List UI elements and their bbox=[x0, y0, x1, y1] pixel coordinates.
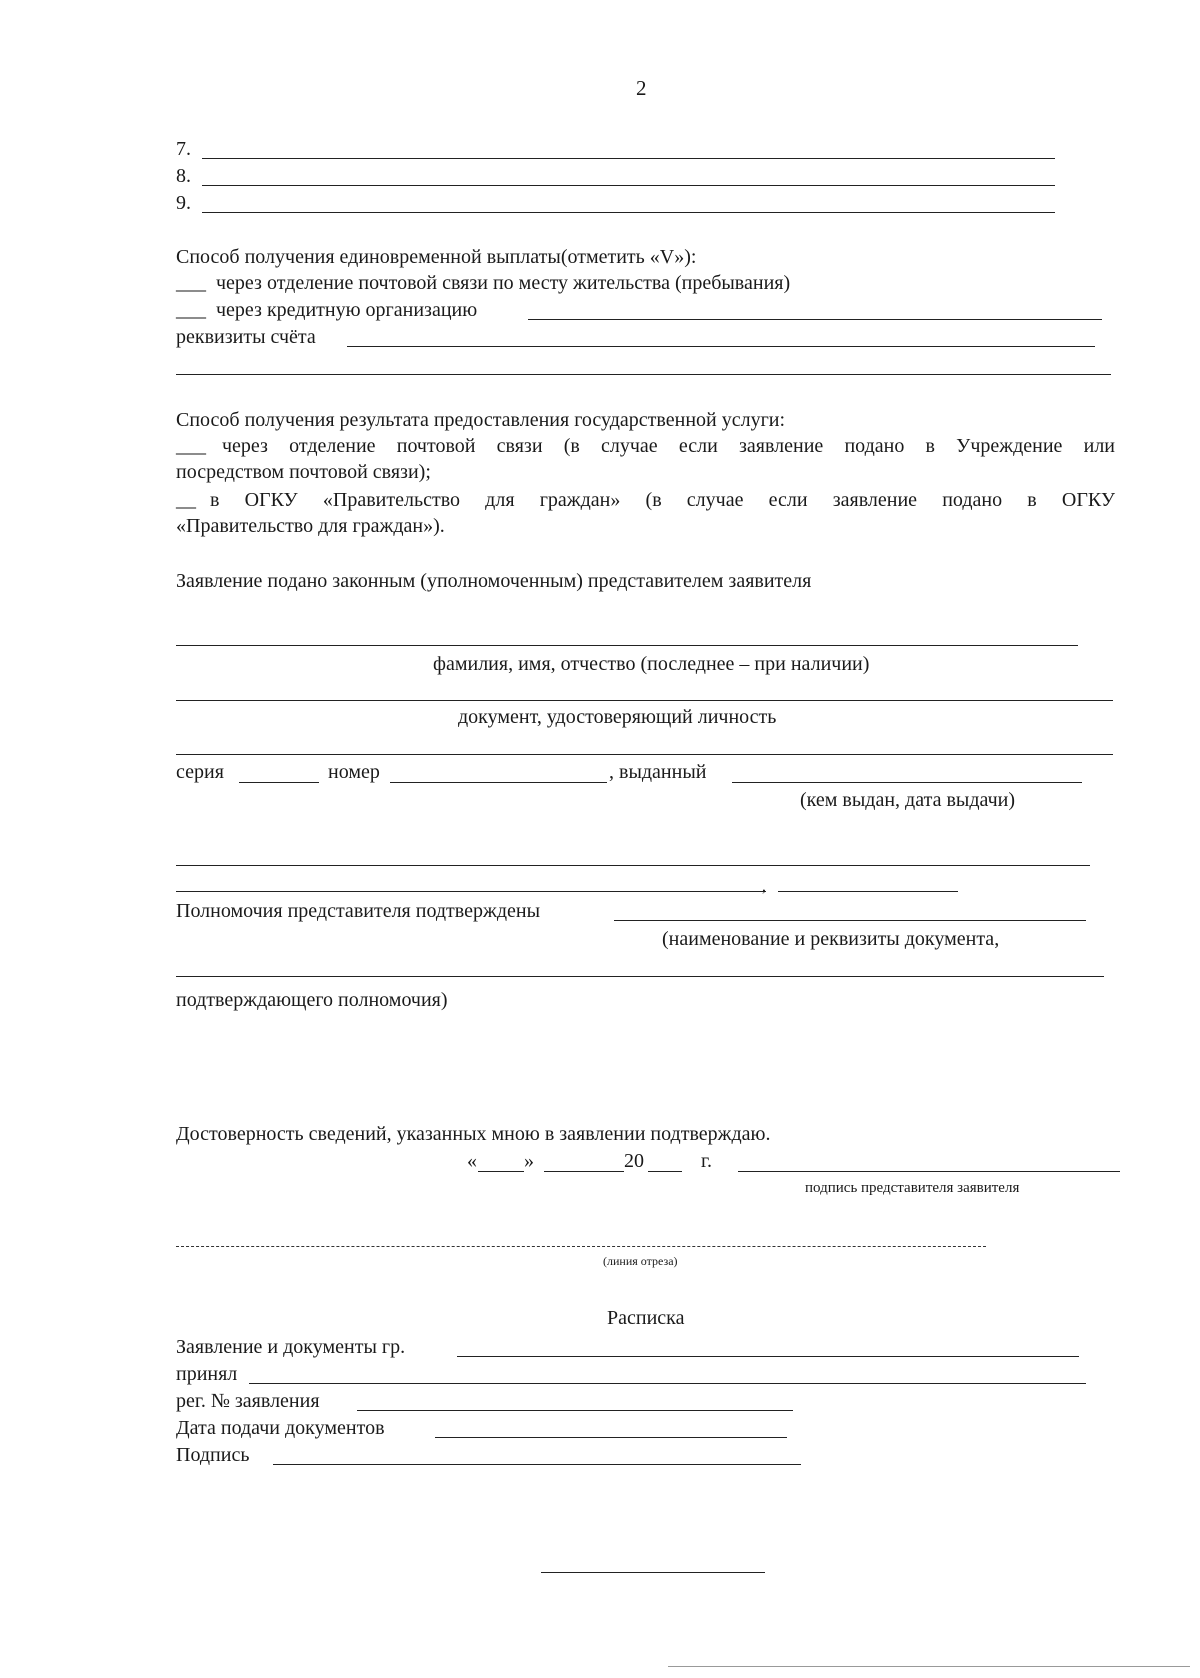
identity-document-field[interactable] bbox=[176, 700, 1113, 701]
payment-option-bank: через кредитную организацию bbox=[216, 299, 478, 321]
date-year-suffix: г. bbox=[701, 1150, 712, 1172]
result-option2-line2: «Правительство для граждан»). bbox=[176, 515, 445, 537]
representative-signature-field[interactable] bbox=[738, 1171, 1120, 1172]
footer-scan-line bbox=[668, 1666, 1190, 1667]
receipt-reg-field[interactable] bbox=[357, 1410, 793, 1411]
comma-mark: , bbox=[762, 878, 766, 895]
issued-label: , выданный bbox=[609, 761, 707, 783]
identity-document-field-continued[interactable] bbox=[176, 754, 1113, 755]
number-label: номер bbox=[328, 761, 380, 783]
powers-caption-1: (наименование и реквизиты документа, bbox=[662, 928, 1000, 950]
representative-intro: Заявление подано законным (уполномоченным) представителем заявителя bbox=[176, 570, 812, 592]
issued-by-field-continued[interactable] bbox=[176, 865, 1090, 866]
date-year-field[interactable] bbox=[648, 1171, 682, 1172]
issue-date-field[interactable] bbox=[778, 891, 958, 892]
issued-by-field-part1[interactable] bbox=[176, 891, 766, 892]
receipt-date-label: Дата подачи документов bbox=[176, 1417, 385, 1439]
result-heading: Способ получения результата предоставления государственной услуги: bbox=[176, 409, 786, 431]
date-close-quote: » bbox=[524, 1150, 534, 1172]
issued-by-field[interactable] bbox=[732, 782, 1082, 783]
date-year-prefix: 20 bbox=[624, 1150, 644, 1172]
series-label: серия bbox=[176, 761, 224, 783]
receipt-applicant-label: Заявление и документы гр. bbox=[176, 1336, 406, 1358]
issued-caption: (кем выдан, дата выдачи) bbox=[800, 789, 1015, 811]
numbered-line-label: 8. bbox=[176, 165, 191, 187]
receipt-signature-field[interactable] bbox=[273, 1464, 801, 1465]
numbered-line-8-field[interactable] bbox=[202, 185, 1055, 186]
account-label: реквизиты счёта bbox=[176, 326, 316, 348]
payment-option-bank-mark[interactable]: ___ bbox=[176, 299, 206, 321]
account-field[interactable] bbox=[347, 346, 1095, 347]
confirmation-text: Достоверность сведений, указанных мною в заявлении подтверждаю. bbox=[176, 1123, 771, 1145]
cut-line bbox=[176, 1246, 986, 1247]
payment-option-post: через отделение почтовой связи по месту жительства (пребывания) bbox=[216, 272, 791, 294]
receipt-date-field[interactable] bbox=[435, 1437, 787, 1438]
result-option1-line1: через отделение почтовой связи (в случае если заявление подано в Учреждение или bbox=[222, 435, 1115, 457]
bank-name-field[interactable] bbox=[528, 319, 1102, 320]
fio-field[interactable] bbox=[176, 645, 1078, 646]
receipt-accepted-label: принял bbox=[176, 1363, 238, 1385]
powers-field[interactable] bbox=[614, 920, 1086, 921]
powers-label: Полномочия представителя подтверждены bbox=[176, 900, 541, 922]
bottom-separator bbox=[541, 1572, 765, 1573]
result-option2-line1: в ОГКУ «Правительство для граждан» (в случае если заявление подано в ОГКУ bbox=[210, 489, 1115, 511]
payment-option-post-mark[interactable]: ___ bbox=[176, 272, 206, 294]
result-option1-line2: посредством почтовой связи); bbox=[176, 461, 431, 483]
receipt-title: Расписка bbox=[607, 1307, 685, 1329]
date-day-field[interactable] bbox=[478, 1171, 524, 1172]
receipt-accepted-field[interactable] bbox=[249, 1383, 1086, 1384]
receipt-reg-label: рег. № заявления bbox=[176, 1390, 320, 1412]
account-field-continued[interactable] bbox=[176, 374, 1111, 375]
numbered-line-label: 7. bbox=[176, 138, 191, 160]
powers-field-continued[interactable] bbox=[176, 976, 1104, 977]
fio-caption: фамилия, имя, отчество (последнее – при наличии) bbox=[433, 653, 870, 675]
signature-caption: подпись представителя заявителя bbox=[805, 1180, 1020, 1196]
numbered-line-label: 9. bbox=[176, 192, 191, 214]
page-number: 2 bbox=[636, 76, 647, 100]
result-option1-mark[interactable]: ___ bbox=[176, 435, 206, 457]
numbered-line-7-field[interactable] bbox=[202, 158, 1055, 159]
receipt-signature-label: Подпись bbox=[176, 1444, 250, 1466]
numbered-line-9-field[interactable] bbox=[202, 212, 1055, 213]
cut-line-label: (линия отреза) bbox=[603, 1254, 678, 1268]
number-field[interactable] bbox=[390, 782, 607, 783]
series-field[interactable] bbox=[239, 782, 319, 783]
powers-caption-2: подтверждающего полномочия) bbox=[176, 989, 448, 1011]
date-open-quote: « bbox=[467, 1150, 477, 1172]
result-option2-mark[interactable]: __ bbox=[176, 489, 196, 511]
date-month-field[interactable] bbox=[544, 1171, 624, 1172]
identity-document-caption: документ, удостоверяющий личность bbox=[458, 706, 777, 728]
payment-heading: Способ получения единовременной выплаты(отметить «V»): bbox=[176, 246, 697, 268]
receipt-applicant-field[interactable] bbox=[457, 1356, 1079, 1357]
